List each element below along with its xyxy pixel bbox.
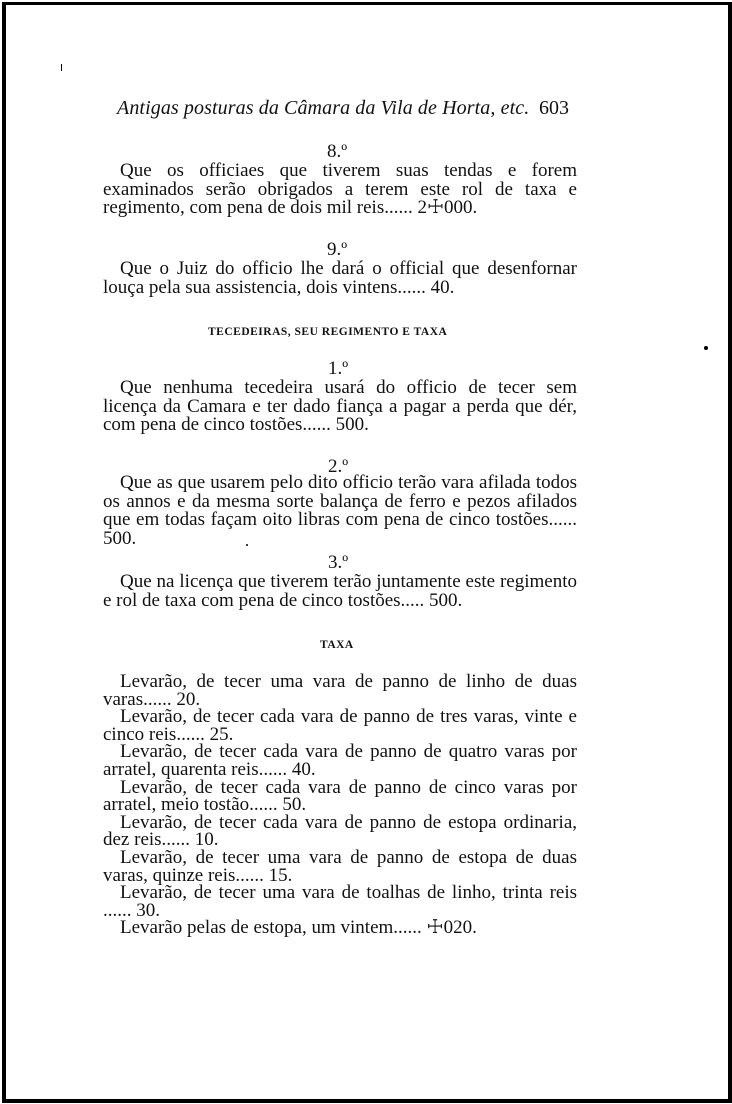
scan-speck: [704, 346, 708, 350]
tecedeiras-article-text-1: Que nenhuma tecedeira usará do officio de tecer sem licença da Camara e ter dado fiança a pagar a perda que dér, com pena de cinco tostões...... 500.: [103, 377, 577, 435]
taxa-item: Levarão, de tecer uma vara de toalhas de linho, trinta reis ...... 30.: [103, 882, 577, 921]
taxa-list: [103, 673, 577, 937]
article-number-8: 8.º: [327, 141, 348, 162]
article-text-9: Que o Juiz do officio lhe dará o official que desenfornar louça pela sua assistencia, dois vintens...... 40.: [103, 258, 577, 298]
article-number-9: 9.º: [327, 239, 348, 260]
scan-speck: [61, 64, 62, 71]
taxa-item: Levarão, de tecer cada vara de panno de quatro varas por arratel, quarenta reis...... 40.: [103, 741, 577, 780]
scan-speck: [246, 544, 248, 546]
article-text-8: Que os officiaes que tiverem suas tendas e forem examinados serão obrigados a terem este rol de taxa e regimento, com pena de dois mil reis...... 2☩000.: [103, 160, 577, 218]
taxa-item: Levarão, de tecer cada vara de panno de tres varas, vinte e cinco reis...... 25.: [103, 706, 577, 745]
taxa-item: Levarão, de tecer cada vara de panno de cinco varas por arratel, meio tostão...... 50.: [103, 776, 577, 816]
tecedeiras-article-number-1: 1.º: [328, 358, 349, 379]
section-heading-taxa: TAXA: [320, 639, 354, 651]
tecedeiras-article-number-3: 3.º: [328, 552, 349, 573]
running-title: Antigas posturas da Câmara da Vila de Horta, etc.: [117, 97, 530, 119]
taxa-item: Levarão, de tecer uma vara de panno de estopa de duas varas, quinze reis...... 15.: [103, 846, 577, 886]
taxa-item: Levarão pelas de estopa, um vintem...... ☩020.: [120, 917, 477, 939]
section-heading-tecedeiras: TECEDEIRAS, SEU REGIMENTO E TAXA: [208, 326, 448, 338]
tecedeiras-article-text-3: Que na licença que tiverem terão juntamente este regimento e rol de taxa com pena de cinco tostões..... 500.: [103, 571, 577, 611]
tecedeiras-article-number-2: 2.º: [328, 456, 349, 477]
running-header: [117, 97, 569, 123]
taxa-item: Levarão, de tecer cada vara de panno de estopa ordinaria, dez reis...... 10.: [103, 811, 577, 851]
taxa-item: Levarão, de tecer uma vara de panno de linho de duas varas...... 20.: [103, 671, 577, 710]
tecedeiras-article-text-2: Que as que usarem pelo dito officio terão vara afilada todos os annos e da mesma sorte balança de ferro e pezos afilados que em todas façam oito libras com pena de cinco tostões...... 500.: [103, 472, 577, 549]
page-number: 603: [539, 97, 569, 119]
